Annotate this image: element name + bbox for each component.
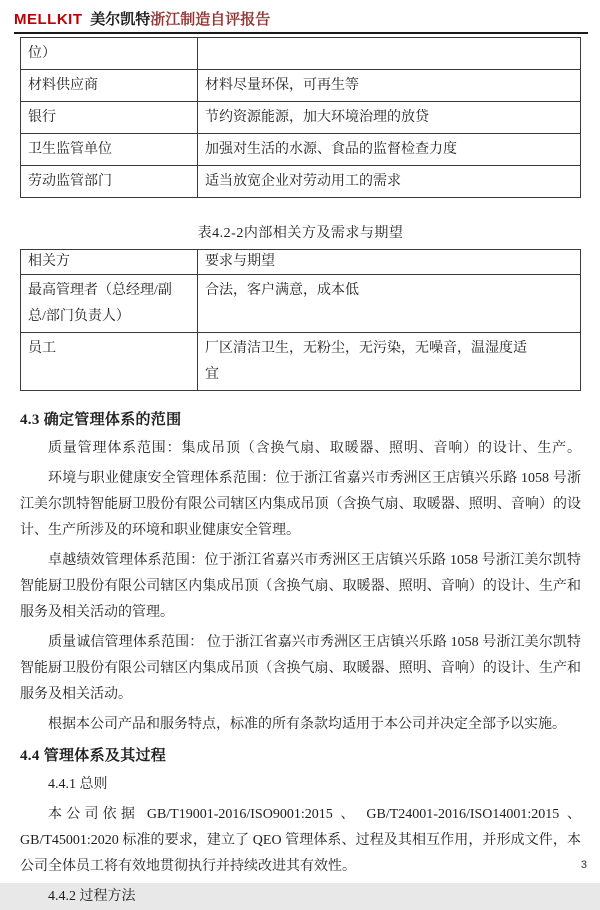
page-header [14, 0, 588, 34]
paragraph-applicability: 根据本公司产品和服务特点，标准的所有条款均适用于本公司并决定全部予以实施。 [48, 717, 566, 732]
party-cell: 卫生监管单位 [21, 134, 198, 166]
paragraph-standards: 本公司依据 GB/T19001-2016/ISO9001:2015 、 GB/T24001-2016/ISO14001:2015 、GB/T45001:2020 标准的要求，建立了 QEO 管理体系、过程及其相互作用，并形成文件，本公司全体员工将有效地贯彻执行并持续改进其有效性。 [20, 807, 581, 874]
need-cell [198, 38, 581, 70]
need-cell: 节约资源能源，加大环境治理的放贷 [198, 102, 581, 134]
table-row [21, 102, 581, 134]
need-cell: 适当放宽企业对劳动用工的需求 [198, 166, 581, 198]
party-cell: 位） [21, 38, 198, 70]
party-header-cell: 相关方 [21, 250, 198, 275]
section-4-3-heading: 4.3 确定管理体系的范围 [20, 412, 182, 428]
party-cell: 银行 [21, 102, 198, 134]
table-row [21, 134, 581, 166]
table-header-row [21, 250, 581, 275]
table-row [21, 333, 581, 391]
section-4-4-2-heading: 4.4.2 过程方法 [48, 889, 136, 904]
section-4-4-1-heading: 4.4.1 总则 [48, 777, 108, 792]
paragraph-ehs-scope: 环境与职业健康安全管理体系范围：位于浙江省嘉兴市秀洲区王店镇兴乐路 1058 号浙江美尔凯特智能厨卫股份有限公司辖区内集成吊顶（含换气扇、取暖器、照明、音响）的设计、生产所涉及的环境和职业健康安全管理。 [20, 471, 581, 538]
need-header-cell: 要求与期望 [198, 250, 581, 275]
need-cell: 材料尽量环保，可再生等 [198, 70, 581, 102]
page-content [20, 37, 581, 910]
table-row [21, 70, 581, 102]
party-cell: 劳动监管部门 [21, 166, 198, 198]
document-title: 浙江制造自评报告 [150, 12, 271, 28]
table-caption: 表4.2-2内部相关方及需求与期望 [197, 226, 404, 241]
brand-name-chinese: 美尔凯特 [90, 12, 151, 28]
need-cell: 厂区清洁卫生，无粉尘，无污染，无噪音，温湿度适宜 [198, 333, 581, 391]
page-number: 3 [580, 859, 587, 871]
paragraph-performance-scope: 卓越绩效管理体系范围：位于浙江省嘉兴市秀洲区王店镇兴乐路 1058 号浙江美尔凯特智能厨卫股份有限公司辖区内集成吊顶（含换气扇、取暖器、照明、音响）的设计、生产和服务及相关活动的管理。 [20, 553, 581, 620]
paragraph-quality-scope: 质量管理体系范围：集成吊顶（含换气扇、取暖器、照明、音响）的设计、生产。 [48, 441, 581, 456]
party-cell: 材料供应商 [21, 70, 198, 102]
table-row [21, 275, 581, 333]
brand-logo-text: MELLKIT [14, 11, 83, 28]
party-cell: 最高管理者（总经理/副总/部门负责人） [21, 275, 198, 333]
need-cell: 合法，客户满意，成本低 [198, 275, 581, 333]
party-cell: 员工 [21, 333, 198, 391]
section-4-4-heading: 4.4 管理体系及其过程 [20, 748, 167, 764]
external-parties-table [20, 37, 581, 198]
paragraph-integrity-scope: 质量诚信管理体系范围： 位于浙江省嘉兴市秀洲区王店镇兴乐路 1058 号浙江美尔凯特智能厨卫股份有限公司辖区内集成吊顶（含换气扇、取暖器、照明、音响）的设计、生产和服务及相关活动。 [20, 635, 581, 702]
table-row [21, 38, 581, 70]
need-cell: 加强对生活的水源、食品的监督检查力度 [198, 134, 581, 166]
table-row [21, 166, 581, 198]
internal-parties-table [20, 249, 581, 391]
